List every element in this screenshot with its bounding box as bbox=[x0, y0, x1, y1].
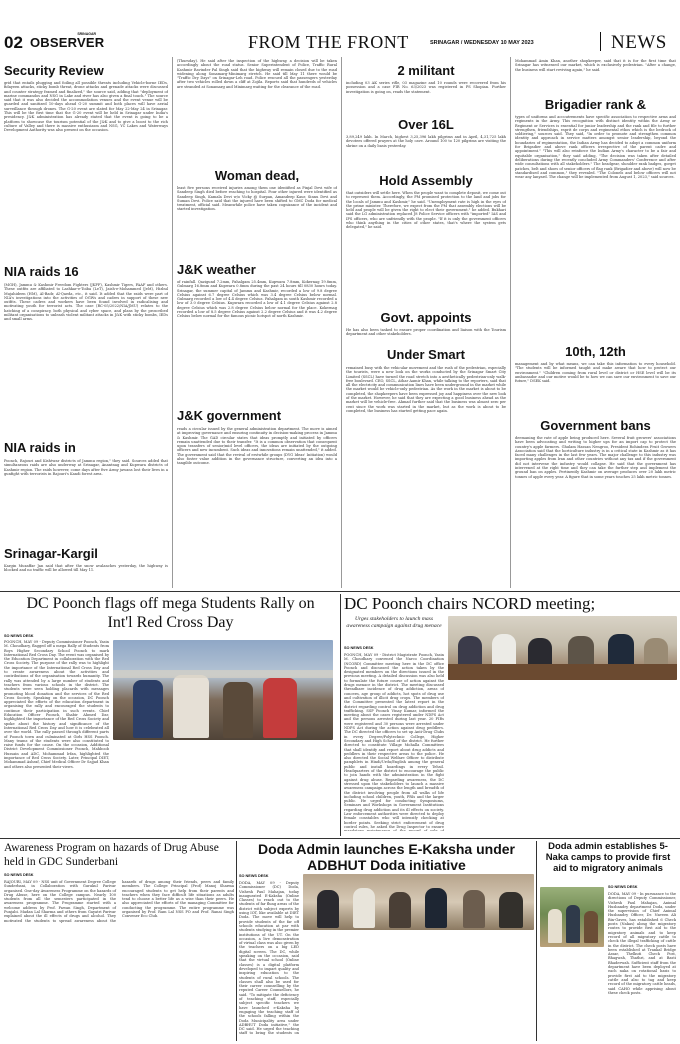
story-body: POONCH, MAY 09 - District Magistrate Poonch, Yasin M. Choudhary convened the Narco Coordination (NCORD) Committee meeting here in the DC office Poonch and discussed the action taken by the designated members on the directions issued in the previous meeting. A detailed discussion was also held to formulate the future course of action against the drugs menace in the district. The meeting discussed threadbare incidence of drug addiction, areas of concern, age group of addicts, hot spots of drug use and cultivation of illicit drug crops. The members of the Committee presented the latest report in the district regarding control on drug addiction and drug trafficking. SSP Poonch Vinay Kumar, informed the meeting about the cases registered under NDPS Act and the persons arrested during last year. 20 FIRs were registered and 30 persons were arrested under NDPS Act during the action against drug peddlers. The DC directed the officers to set up Anti-Drug Clubs in every Degree/Polytechnic College, Higher Secondary and High School of the district. He further directed to constitute Village Mohalla Committees that shall identify and report about drug addicts and peddlers in their respective areas to the police. He also directed the Social Welfare Officer to distribute pamphlets in Hindi/Urdu/English among the general public and install hoardings in every Tehsil. Headquarters of the district to encourage the public to join hands with the administration in the fight against drug abuse. Regarding awareness, the DC stressed upon the stakeholders to launch a massive awareness campaign across the length and breadth of the district involving people from all walks of life including school children, youth, PRIs and the larger public. He urged for conducting Symposiums, Seminars and Workshops in Government Institutions regarding drug addiction and its ill effects on society. Law enforcement authorities were directed to deploy female constables who will intensify checking at border points. Seeking strict enforcement of drug control rules, he asked the Drug Inspector to ensure bbox=[344, 653, 444, 829]
story-headline: Hold Assembly bbox=[379, 173, 473, 188]
story-body: POONCH, MAY 09 - Deputy Commissioner Poonch, Yasin M. Choudhary, flagged off a mega Rally of Students from Boys Higher Secondary School Poonch to mark International Red Cross Day. The event was organised by the Education Department in collaboration with the Red Cross Society. The purpose of the rally was to highlight the importance of the International Red Cross Day and to create awareness about the activities and contributions of the organisation towards humanity. The rally was attended by a large number of students and teachers from various schools in the district. The students were seen holding placards with messages promoting blood donation and the services of the Red Cross Society. Speaking on the occasion, DC Poonch appreciated the efforts of the education department in organising the rally and encouraged the students to continue their participation in such events. Chief Education Officer Poonch, Shabir Ahmed Dar, highlighted the importance of the Red Cross Society and spoke about the history and significance of the International Red Cross Day and how it is celebrated all over the world. The rally passed through different parts of Poonch town and culminated at Girls HSS Poonch. Many teams of the students were also constituted to raise funds for the cause. On the occasion, Additional District Development Commissioner Poonch, Mahboob Hussain and ADC, Mohammad Irfan, highlighted the importance of Red Cross Society. Later, Principal DIET, Mohammad Ashraf, Chief Medical Officer Dr Sajjad Khan and others also presented their views. bbox=[4, 640, 109, 769]
over-16l-story bbox=[346, 117, 506, 169]
story-headline: Awareness Program on hazards of Drug Abuse held in GDC Sunderbani bbox=[4, 842, 219, 868]
story-body: DODA, MAY 09 - In pursuance to the directions of Deputy Commissioner, Vishesh Paul Mahajan, Animal Husbandry department Doda, under the supervision of Chief Animal Husbandry Officer, Dr. Naveen Ali Bin-Gaves, has established 6 Check posts (Nakas) along the migratory routes to provide first aid to the migratory animals and to keep record of all migratory cattle to check the illegal trafficking of cattle in the district. The check posts have been established at Trankal Bridge Assar, Thelkuti Check Post, Bhagwah, Thathri, and at Basti Bhaderwah. Sufficient staff from the department have been deployed at each naka on rotational basis to provide first aid to the migratory cattle and also to tag and keep record of the migratory cattle heads, said CAHO while apprising about these check posts. bbox=[608, 892, 676, 995]
logo-top: SRINAGAR bbox=[77, 32, 96, 36]
jk-government-story bbox=[177, 408, 337, 588]
story-headline: Over 16L bbox=[398, 117, 454, 132]
jk-weather-story bbox=[177, 262, 337, 408]
meeting-photo bbox=[448, 616, 677, 680]
story-body: Kargin Muzaffar Jan said that after the snow avalanches yesterday, the highway is blocked and no traffic will be allowed till May 11. bbox=[4, 564, 168, 573]
story-body: remained busy with the vehicular movement and the rush of the pedestrian, especially the tourists, were a new look on the works conducted by the Srinagar Smart City Limited (SSCL) have turned the road stretch into a aesthetically pedestrian-only walk-free boulevard. CEO, SSCL, Athar Aamir Khan, while talking to the reporters, said that all the electricity and communication lines have been underground in the market while the market would be vehicle-only pedestrian. As the work in the market is about to be completed, the shopkeepers have been expressed joy and happiness over the new look of the market. However, he said that they are expecting a good business ahead as the market will be vehicle-free. Ahmad further said that the business was almost zero per cent since the work was started in the market, but as the work is about to be completed, the business has started getting pace again. bbox=[346, 366, 506, 413]
story-headline: 2 militant bbox=[397, 63, 455, 78]
story-byline: SO NEWS DESK bbox=[239, 874, 269, 878]
page-number: 02 bbox=[4, 33, 23, 52]
story-headline: Doda Admin launches E-Kaksha under ADBHUT Doda initiative bbox=[258, 841, 515, 873]
story-body: (MGH), Jammu & Kashmir Freedom Fighters (JKFF), Kashmir Tigers, PAAF and others. These outfits are affiliated to Lashkar-e-Toiba (LeT), Jaish-e-Mohammed (JeM), Hizbul Mujahideen (HM), Al-Badr, Al-Qaeda, etc., it said. It added that the raids were part of NIA's investigations into the activities of OGWs and cadres in support of these new outfits. These cadres and workers have been found involved in radicalising and motivating youth for terrorist acts. The case (RC-05/2022/NIA/JMU) relates to the hatching of a conspiracy, both physical and cyber space, and plans by the proscribed militant organisations to unleash violent militant attacks in J&K with sticky bombs, IEDs and small arms. bbox=[4, 283, 168, 322]
story-headline: DC Poonch chairs NCORD meeting; bbox=[344, 594, 596, 613]
column-four-continued bbox=[515, 59, 676, 94]
doda-naka-story bbox=[540, 841, 676, 1041]
story-body: including 03 AK series rifle, 03 magazine and 10 rounds were recovered from his possession and a case FIR No. 63/2023 was registered in PS Shopian. Further investigation is going on, reads the statement. bbox=[346, 81, 506, 94]
security-review-story bbox=[4, 63, 168, 257]
story-headline: Doda admin establishes 5-Naka camps to provide first aid to migratory animals bbox=[545, 841, 671, 874]
ncord-meeting-story bbox=[344, 594, 677, 836]
awareness-program-story bbox=[4, 841, 234, 1041]
logo bbox=[30, 32, 106, 52]
hold-assembly-story bbox=[346, 173, 506, 305]
poonch-rally-story bbox=[4, 594, 337, 836]
story-body: Poonch, Rajouri and Kishtwar districts of Jammu region," they said. Sources added that simultaneous raids are also underway at Srinagar, Anantnag and Kupwara districts of Kashmir region. The raids however, come days after five Army jawans lost their lives in a gunfight with terrorists in Rajouri's Kandi forest area. bbox=[4, 459, 168, 476]
story-body: least five persons received injuries among them one identified as Pinjal Devi wife of Sandeep Singh died before reaching to hospital. Four other injured were identified as Sandeep Singh, Kamala Devi w/o Vicky @ Surpan, Amandeep Kaur, Sinnu Devi and Suman Devi. Police said that the injured have been shifted to GMC Doda for medical treatment, official said. Meanwhile police have taken cognizance of the incident and started investigation. bbox=[177, 186, 337, 212]
section-tag: NEWS bbox=[611, 32, 667, 52]
story-headline: J&K weather bbox=[177, 262, 256, 277]
story-body: RAJOURI, MAY 09 - NSS unit of Government Degree College Sunderbani, in Collaboration with Gurukul Parivar organised. One-day Awareness Programme on the hazards of Drug Abuse, here on the College campus. Nearly 100 students from all the semesters participated in the awareness programme. The Programme started with a welcome address by Prof. Pawan Singh, Department of Punjabi. Madan Lal Sharma and others from Gayatri Parivar explained about the ill effects of drugs and alcohol. They motivated the students to spread awareness about the hazards of drugs among their friends, peers and family members. The College Principal (Prof) Manoj Sharma encouraged students to get help from their parents and teachers when they face difficult life situations as adults tend to choose a better life as a wise than their peers. He also appreciated the efforts of the managing Committee for conducting the programme. The entire programme was organised by Prof. Ram Lal NSS PO and Prof. Ranai Singh Convener Eco Club. bbox=[4, 880, 234, 923]
story-body-continued bbox=[448, 683, 677, 831]
story-byline: SO NEWS DESK bbox=[608, 885, 638, 889]
woman-dead-story bbox=[177, 168, 337, 256]
srinagar-kargil-story bbox=[4, 546, 168, 588]
story-body: reads a circular issued by the general administration department. The move is aimed at improving governance and ensuring continuity in decision-making process in Jammu & Kashmir. The GAD circular states that ideas promptly and initiated by officers remain unattended due to their transfer. "It is a common observation that consequent upon transfers of senior/mid level officers, the ideas are initiated by the outgoing officers and new incumbent. Such ideas and innovations remain unattended," it added. The government said that the revival of erstwhile groups (DYG Ideas' Initiation) would also foster value addition in the governance structure, converting an idea into a tangible outcome. bbox=[177, 427, 337, 466]
brigadier-rank-story bbox=[515, 97, 676, 342]
story-headline: NIA raids 16 bbox=[4, 264, 79, 279]
dateline: SRINAGAR / WEDNESDAY 10 MAY 2023 bbox=[430, 40, 534, 46]
story-headline: Woman dead, bbox=[214, 168, 300, 183]
story-body: management and by what means, we can take this information to every household. "The students will be informed taught and make aware that how to protect our environment." "Children coming from rural level or district or HSE level will be its ambassador and our motive would be to how we can save our environment to save our future," DSEK said. bbox=[515, 362, 676, 384]
story-body: types of uniforms and accoutrements have specific association to respective arms and regiments in the Army. This recognition with distinct identity within the Army or Regiment or Services is essential for junior leadership and the rank and file to further strengthen, friendships, esprit de corps and regimental ethos which is the bedrock of soldiering," sources said. They said, "In order to promote and strengthen common identity and approach in service matters amongst senior leadership, beyond the boundaries of regimentation, the Indian Army has decided to adopt a common uniform for Brigadier and above rank officers irrespective of the parent cadre and appointment." "This will also reinforce the Indian Army's character to be a fair and equitable organisation," they said adding, "The decision was taken after detailed deliberations during the recently concluded Army Commanders' Conference and after wide consultations with all stakeholders." The headgear, shoulder rank badges, gorget patches, belt and shoes of senior officers of flag rank (Brigadier and above) will now be standardised and common," they revealed. "The Colonels and below officers will not wear any lanyard. The change will be implemented from August 1, 2023," said sources. bbox=[515, 115, 676, 180]
story-headline: Security Review bbox=[4, 63, 104, 78]
story-body: DODA, MAY 09 - Deputy Commissioner (DC) Doda, Vishesh Paul Mahajan, today inaugurated E-Kaksha (Online Classes) to reach out to the students of far flung areas of the district with subject experts by using IOT, like available at DIET Doda. The move will help to provide students of the far off schools education at par with students studying in the premier institutions of the UT. On the occasion, a live demonstration of virtual class was also given by the teachers on a big LED digital screen. The DC, while speaking on the occasion, said that the virtual school (Online classes) is a digital platform developed to impart quality and inspiring education to the students of rural schools. The classes shall also be used for their career counselling by the reputed Career Counsellors, he said. "To mitigate the deficiency of teaching staff, especially subject specific teachers we have launched e-Kaksha by engaging the teaching staff of the schools falling within the Doda Municipality area under ADBHUT Doda initiative," the DC said. He urged the teaching staff to bring the students on bbox=[239, 881, 299, 1036]
nia-raids-in-story bbox=[4, 440, 168, 527]
govt-appoints-story bbox=[346, 310, 506, 346]
tenth-twelfth-story bbox=[515, 344, 676, 416]
story-body: grid that entails plugging and foiling all possible threats including Vehicle-borne IEDs, fidayeen attacks, sticky bomb threat, drone attacks and grenade attacks were discussed and counter strategy framed and finalized," the source said, adding that "deployment of marine commandos and NSG in Lake and river has also given a final touch." The source said that it was also decided the accommodation venues and the event venue will be guarded and sanitized 10-days ahead G-20 summit and both places will have aerial surveillance through drones. The G-20 event are slated for May 22-May 24 in Srinagar. This will be the first time that the G-20 event will be held in Srinagar under India's presidency. J&K administration has already stated that the event is going to be a platform to showcase the tourism potential of the J&K and to give a boost to the rich culture of Valley and there is massive enthusiasm and NSG, YC Lakes and Waterways Development Authority was also present on the occasion. bbox=[4, 81, 168, 133]
story-headline: Government bans bbox=[540, 418, 651, 433]
story-headline: Srinagar-Kargil bbox=[4, 546, 98, 561]
story-headline: Under Smart bbox=[386, 347, 466, 362]
story-byline: SO NEWS DESK bbox=[344, 646, 374, 650]
ekaksha-photo bbox=[303, 874, 534, 930]
story-byline: SO NEWS DESK bbox=[4, 873, 34, 877]
story-headline: Govt. appoints bbox=[380, 310, 472, 325]
doda-ekaksha-story bbox=[239, 841, 534, 1041]
two-militant-story bbox=[346, 63, 506, 110]
story-body-continued bbox=[303, 933, 534, 1039]
story-body: that outsiders will settle here. When the people want to complete deposit, we come out to represent them. Accordingly, the PM promised protection to the land and jobs for the locals of Jammu and Kashmir," he said. "Unemployment rate is high in the eyes of the prime minister. Therefore, we expect from the PM that assembly elections will be held and people will be given the right to elect their government." he added. Bukhari said the LG administration replaced J8 Police Service officers with "imported" IAS and IPS officers, who are unfriendly with the people. "If it is only the government officers who think anything in the cities of other states, that's where the system gets delegated," he said. bbox=[346, 191, 506, 230]
story-body-continued bbox=[113, 744, 333, 834]
story-body: He has also been tasked to ensure proper coordination and liaison with the Tourism department and other stakeholders. bbox=[346, 328, 506, 337]
pull-quote: Urges stakeholders to launch mass awareness campaign against drug menace bbox=[346, 616, 442, 629]
column-two-continued bbox=[177, 59, 337, 165]
under-smart-story bbox=[346, 347, 506, 588]
section-title: FROM THE FRONT bbox=[248, 32, 409, 52]
naka-photo bbox=[540, 887, 604, 947]
story-headline: NIA raids in bbox=[4, 440, 76, 455]
story-headline: Brigadier rank & bbox=[544, 97, 647, 112]
story-byline: SO NEWS DESK bbox=[4, 634, 34, 638]
government-bans-story bbox=[515, 418, 676, 588]
story-body: deemaning the rate of apple being produced here. Several fruit growers' associations have been advocating and writing to higher ups for an import cap to protect the country's apple farmers. Ghulam Hassan Nengroo, President Rohindera Fruit Growers Association said that the horticulture industry is in a critical state in Kashmir as it has faced many challenges in the last few years. The major challenge to this industry was importing apples from Iran and other countries without any tax and if the government did not intervene the industry would collapse. He said that the government has intervened at the right time and they can take the further step and implement the ground ban on apples. Pertinently Kashmir on average produces over 20 lakh metric tonnes of apple every year. A figure that in some years touches 25 lakh metric tonnes. bbox=[515, 436, 676, 479]
logo-text: OBSERVER bbox=[30, 35, 105, 50]
story-body: (Thursday). He said after the inspection of the highway, a decision will be taken accordingly about the road status. Senior Superintendent of Police, Traffic Rural Kashmir Ravinder Pal Singh said that the highway will remain closed due to the road widening along Sonamarg-Minimarg stretch. He said till May 11 there would be "Traffic Dry Days" on Srinagar-Leh road. Police rescued all the passengers yesterday after two vehicles rolled down a cliff at Zojila. Reports said that hundreds of vehicles are stranded at Sonamarg and Minimarg waiting for the clearance of the road. bbox=[177, 59, 337, 89]
rally-photo bbox=[113, 640, 333, 740]
story-headline: 10th, 12th bbox=[565, 344, 626, 359]
story-body: Mohammad Amin Khan, another shopkeeper, said that it is for the first time that Srinagar has witnessed our market, which is exclusively pedestrian. "After a change, the business will start reviving again," he said. bbox=[515, 59, 676, 72]
story-headline: J&K government bbox=[177, 408, 282, 423]
story-body: 3,89,249 lakh. In March, highest 3,25,396 lakh pilgrims and in April, 4,31,725 lakh devotees offered prayers at the holy cave. Around 100 to 120 pilgrims are visiting the shrine on a daily basis yesterday. bbox=[346, 135, 506, 148]
masthead bbox=[0, 0, 680, 52]
nia-raids-16-story bbox=[4, 264, 168, 439]
story-headline: DC Poonch flags off mega Students Rally on Int'l Red Cross Day bbox=[26, 595, 315, 631]
story-body: of rainfall. Qazigund 7.2mm, Pahalgam 25.4mm, Kupwara 7.8mm, Kokernag 19.8mm, Gulmarg 16.8mm and Kupwara 0.8mm during the past 24 hours till 0830 hours today. Srinagar, the summer capital of Jammu and Kashmir, recorded a low of 9.8 degree Celsius against 6.7 degree Celsius which was 3.4 degree Celsius below normal. Gulmarg recorded a low of 4.4 degree Celsius. Pahalgam in south Kashmir recorded a low of 3.0 degree Celsius. Kupwara recorded a low of 4.1 degree Celsius against 2.8 degree Celsius which was 2.8 degree Celsius below normal for the place. Kokernag recorded a low of 8.5 degree Celsius against 2.2 degree Celsius and it was 4.2 degree Celsius below normal for the famous picnic hotspot of north Kashmir. bbox=[177, 280, 337, 319]
